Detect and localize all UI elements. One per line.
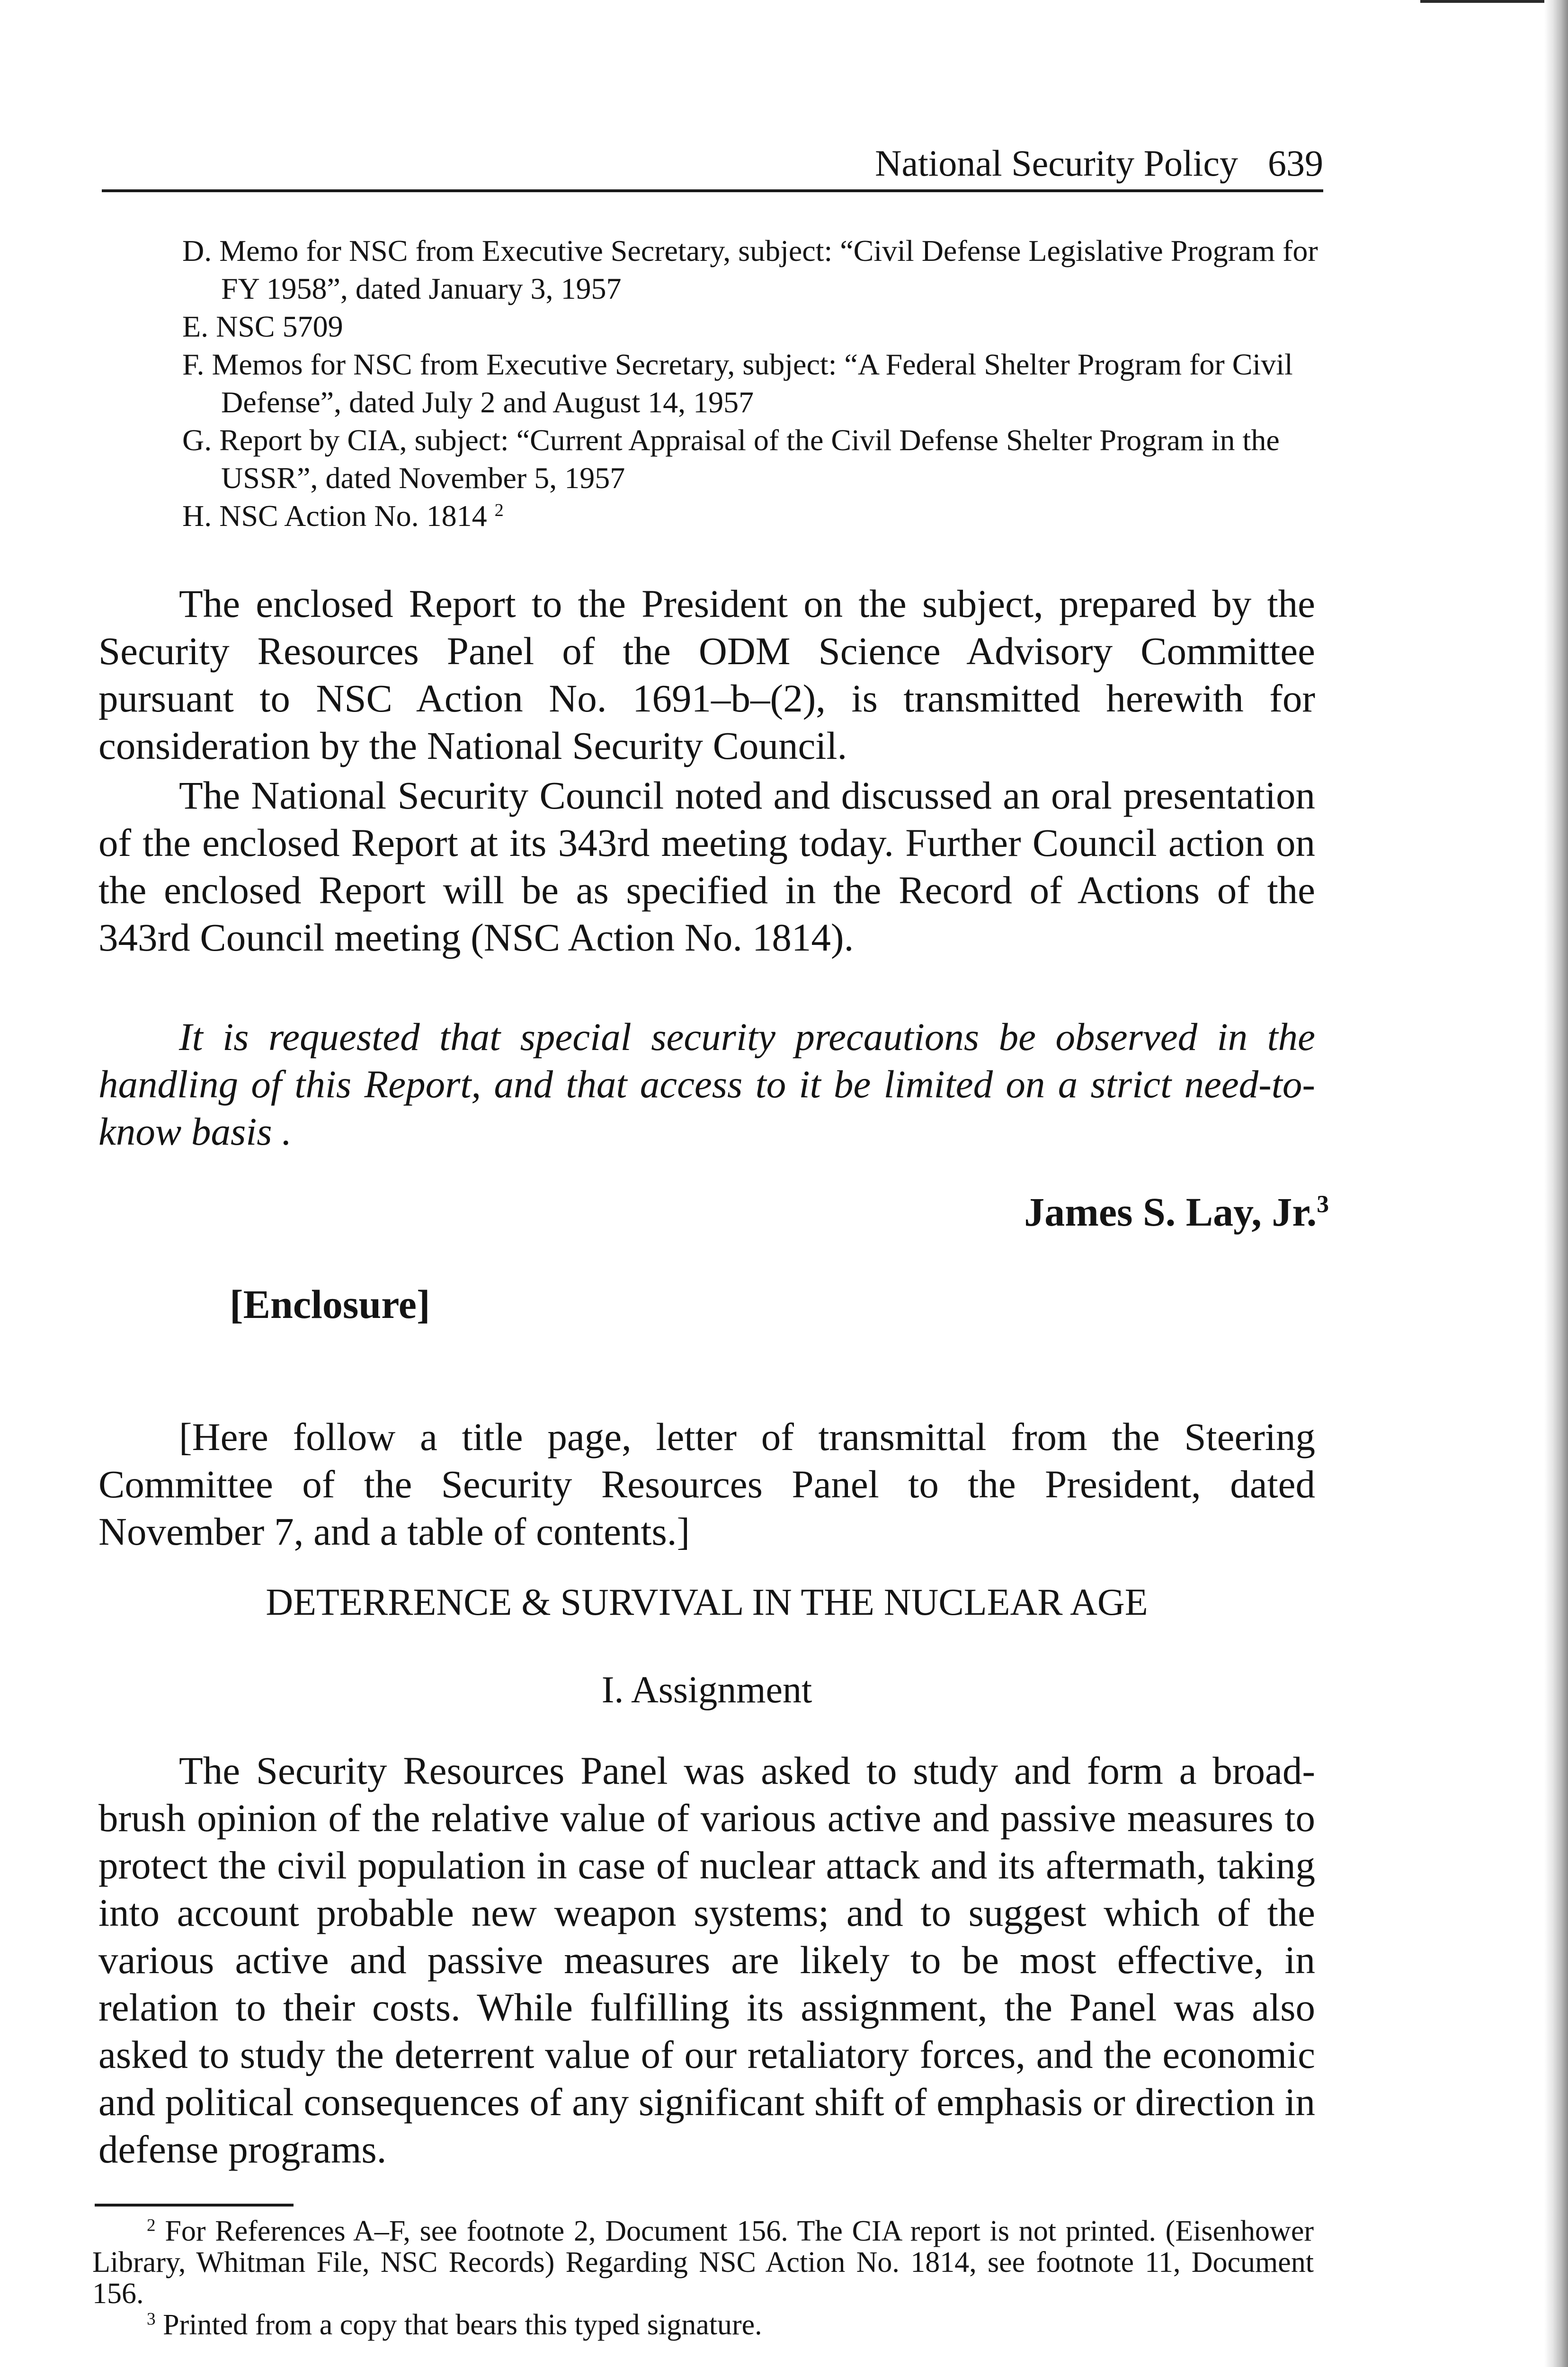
- transmittal-paragraph: The enclosed Report to the President on the subject, prepared by the Security Resources Panel of the ODM Science Advisory Committee pursuant to NSC Action No. 1691–b–(2), is transmitted herewith for consideration by the National Security Council.: [98, 582, 1315, 767]
- running-header: [102, 137, 1323, 192]
- running-header-title: National Security Policy: [875, 142, 1238, 184]
- reference-item: G. Report by CIA, subject: “Current Appraisal of the Civil Defense Shelter Program in the USSR”, dated November 5, 1957: [182, 423, 1280, 495]
- signature-name: James S. Lay, Jr.: [1024, 1189, 1317, 1235]
- footnote-marker: 2: [147, 2216, 156, 2235]
- footnote-marker: 3: [147, 2309, 156, 2329]
- reference-item: E. NSC 5709: [182, 310, 343, 343]
- footnotes: [92, 2216, 1314, 2340]
- editorial-note: [Here follow a title page, letter of transmittal from the Steering Committee of the Security Resources Panel to the President, dated November 7, and a table of contents.]: [98, 1415, 1315, 1553]
- footnote-marker: 3: [1317, 1191, 1329, 1218]
- enclosure-label: [Enclosure]: [230, 1281, 430, 1327]
- section-heading: I. Assignment: [601, 1669, 812, 1711]
- reference-list: [182, 232, 1333, 535]
- reference-item: D. Memo for NSC from Executive Secretary, subject: “Civil Defense Legislative Program for FY 1958”, dated January 3, 1957: [182, 234, 1318, 305]
- reference-item: F. Memos for NSC from Executive Secretary, subject: “A Federal Shelter Program for Civil Defense”, dated July 2 and August 14, 1957: [182, 347, 1293, 419]
- reference-item: H. NSC Action No. 1814 $^2$: [182, 499, 504, 533]
- signature: [1024, 1188, 1329, 1236]
- discussion-paragraph: The National Security Council noted and discussed an oral presentation of the enclosed Report at its 343rd meeting today. Further Council action on the enclosed Report will be as specified in the Record of Actions of the 343rd Council meeting (NSC Action No. 1814).: [98, 774, 1315, 959]
- report-title: DETERRENCE & SURVIVAL IN THE NUCLEAR AGE: [266, 1582, 1148, 1623]
- page-number: 639: [1268, 142, 1323, 184]
- assignment-paragraph: The Security Resources Panel was asked to study and form a broad-brush opinion of the relative value of various active and passive measures to protect the civil population in case of nuclear attack and its aftermath, taking into account probable new weapon systems; and to suggest which of the various active and passive measures are likely to be most effective, in relation to their costs. While fulfilling its assignment, the Panel was also asked to study the deterrent value of our retaliatory forces, and the economic and political consequences of any significant shift of emphasis or direction in defense programs.: [98, 1749, 1316, 2171]
- footnote-3: $^3$ Printed from a copy that bears this typed signature.: [147, 2309, 762, 2341]
- footnote-marker: 2: [494, 500, 504, 520]
- scan-binding-edge: [1544, 0, 1568, 2367]
- security-notice-paragraph: It is requested that special security precautions be observed in the handling of this Report, and that access to it be limited on a strict need-to-know basis .: [98, 1015, 1315, 1153]
- footnote-2: $^2$ For References A–F, see footnote 2, Document 156. The CIA report is not printed. (Eisenhower Library, Whitman File, NSC Records) Regarding NSC Action No. 1814, see footnote 11, Document 156.: [92, 2215, 1314, 2310]
- footnote-rule: [95, 2204, 294, 2207]
